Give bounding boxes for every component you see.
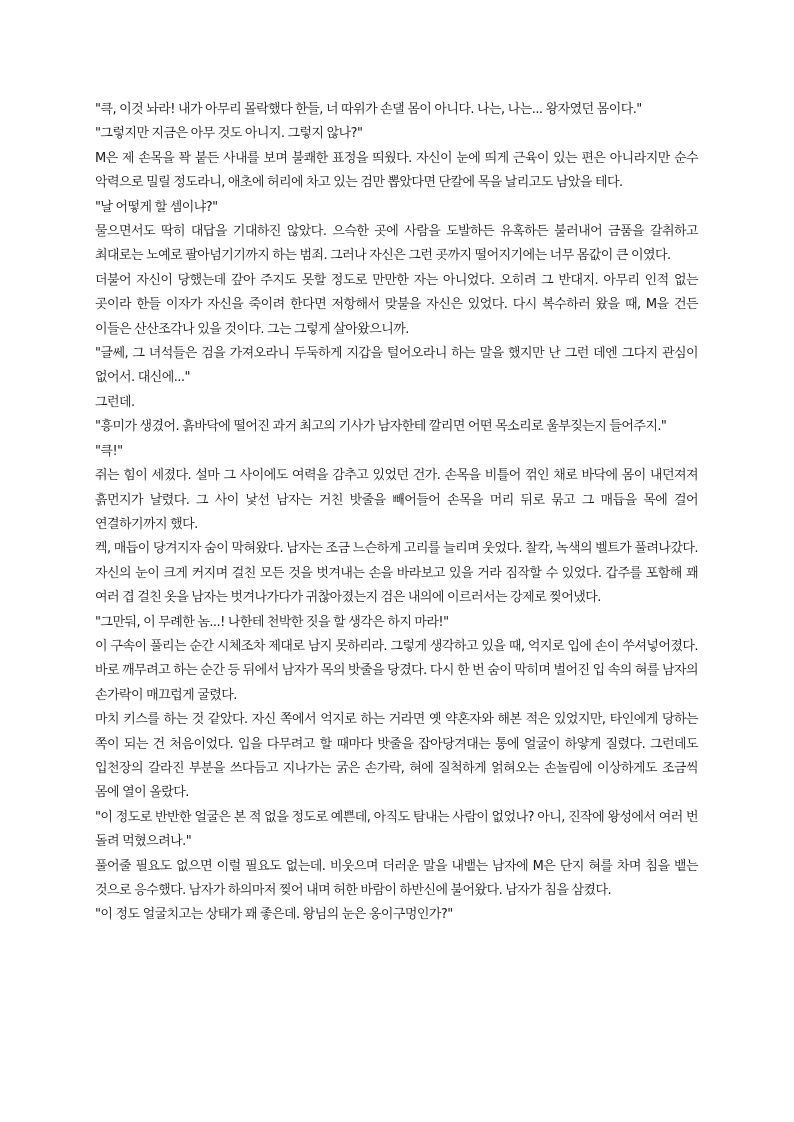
paragraph: "그만둬, 이 무례한 놈...! 나한테 천박한 짓을 할 생각은 하지 마라!" xyxy=(95,614,449,630)
story-text xyxy=(95,98,698,928)
paragraph: 풀어줄 필요도 없으면 이럴 필요도 없는데. 비웃으며 더러운 말을 내뱉는 남자에 M은 단지 혀를 차며 침을 뱉는 것으로 응수했다. 남자가 하의마저 찢어 내며 허한 바람이 하반신에 불어왔다. 남자가 침을 삼켰다. xyxy=(95,858,698,898)
paragraph: 쥐는 힘이 세졌다. 설마 그 사이에도 여력을 감추고 있었던 건가. 손목을 비틀어 꺾인 채로 바닥에 몸이 내던져져 흙먼지가 날렸다. 그 사이 낯선 남자는 거친 밧줄을 빼어들어 손목을 머리 뒤로 묶고 그 매듭을 목에 걸어 연결하기까지 했다. xyxy=(95,468,698,532)
paragraph: "그렇지만 지금은 아무 것도 아니지. 그렇지 않나?" xyxy=(95,126,363,142)
paragraph: "날 어떻게 할 셈이냐?" xyxy=(95,199,218,215)
paragraph: 이 구속이 풀리는 순간 시체조차 제대로 남지 못하리라. 그렇게 생각하고 있을 때, 억지로 입에 손이 쑤셔넣어졌다. 바로 깨무려고 하는 순간 등 뒤에서 남자가 목의 밧줄을 당겼다. 다시 한 번 숨이 막히며 벌어진 입 속의 혀를 남자의 손가락이 매끄럽게 굴렸다. xyxy=(95,638,698,703)
paragraph: "이 정도로 반반한 얼굴은 본 적 없을 정도로 예쁜데, 아직도 탐내는 사람이 없었나? 아니, 진작에 왕성에서 여러 번 돌려 먹혔으려나." xyxy=(95,809,698,850)
paragraph: 켁, 매듭이 당겨지자 숨이 막혀왔다. 남자는 조금 느슨하게 고리를 늘리며 웃었다. 찰칵, 녹색의 벨트가 풀려나갔다. 자신의 눈이 크게 커지며 걸친 모든 것을 벗겨내는 손을 바라보고 있을 거라 짐작할 수 있었다. 갑주를 포함해 꽤 여러 겹 걸친 옷을 남자는 벗겨나가다가 귀찮아졌는지 검은 내의에 이르러서는 강제로 찢어냈다. xyxy=(95,541,698,606)
paragraph: M은 제 손목을 꽉 붙든 사내를 보며 불쾌한 표정을 띄웠다. 자신이 눈에 띄게 근육이 있는 편은 아니라지만 순수 악력으로 밀릴 정도라니, 애초에 허리에 차고 있는 검만 뽑았다면 단칼에 목을 날리고도 남았을 테다. xyxy=(95,150,698,191)
paragraph: 더불어 자신이 당했는데 갚아 주지도 못할 정도로 만만한 자는 아니었다. 오히려 그 반대지. 아무리 인적 없는 곳이라 한들 이자가 자신을 죽이려 한다면 저항해서 맞불을 자신은 있었다. 다시 복수하러 왔을 때, M을 건든 이들은 산산조각나 있을 것이다. 그는 그렇게 살아왔으니까. xyxy=(95,272,698,337)
paragraph: "큭!" xyxy=(95,443,123,459)
paragraph: 물으면서도 딱히 대답을 기대하진 않았다. 으슥한 곳에 사람을 도발하든 유혹하든 불러내어 금품을 갈취하고 최대로는 노예로 팔아넘기기까지 하는 범죄. 그러나 자신은 그런 곳까지 떨어지기에는 너무 몸값이 큰 이였다. xyxy=(95,224,698,264)
paragraph: 마치 키스를 하는 것 같았다. 자신 쪽에서 억지로 하는 거라면 옛 약혼자와 해본 적은 있었지만, 타인에게 당하는 쪽이 되는 건 처음이었다. 입을 다무려고 할 때마다 밧줄을 잡아당겨대는 통에 얼굴이 하얗게 질렸다. 그런데도 입천장의 갈라진 부분을 쓰다듬고 지나가는 굵은 손가락, 혀에 질척하게 얽혀오는 손놀림에 이상하게도 조금씩 몸에 열이 올랐다. xyxy=(95,712,698,801)
paragraph: "큭, 이것 놔라! 내가 아무리 몰락했다 한들, 너 따위가 손댈 몸이 아니다. 나는, 나는... 왕자였던 몸이다." xyxy=(95,102,642,117)
paragraph: "이 정도 얼굴치고는 상태가 꽤 좋은데. 왕님의 눈은 옹이구멍인가?" xyxy=(95,907,453,923)
paragraph: "글쎄, 그 녀석들은 검을 가져오라니 두둑하게 지갑을 털어오라니 하는 말을 했지만 난 그런 데엔 그다지 관심이 없어서. 대신에..." xyxy=(95,346,698,386)
paragraph: 그런데. xyxy=(95,394,135,410)
paragraph: "흥미가 생겼어. 흙바닥에 떨어진 과거 최고의 기사가 남자한테 깔리면 어떤 목소리로 울부짖는지 들어주지." xyxy=(95,419,667,435)
